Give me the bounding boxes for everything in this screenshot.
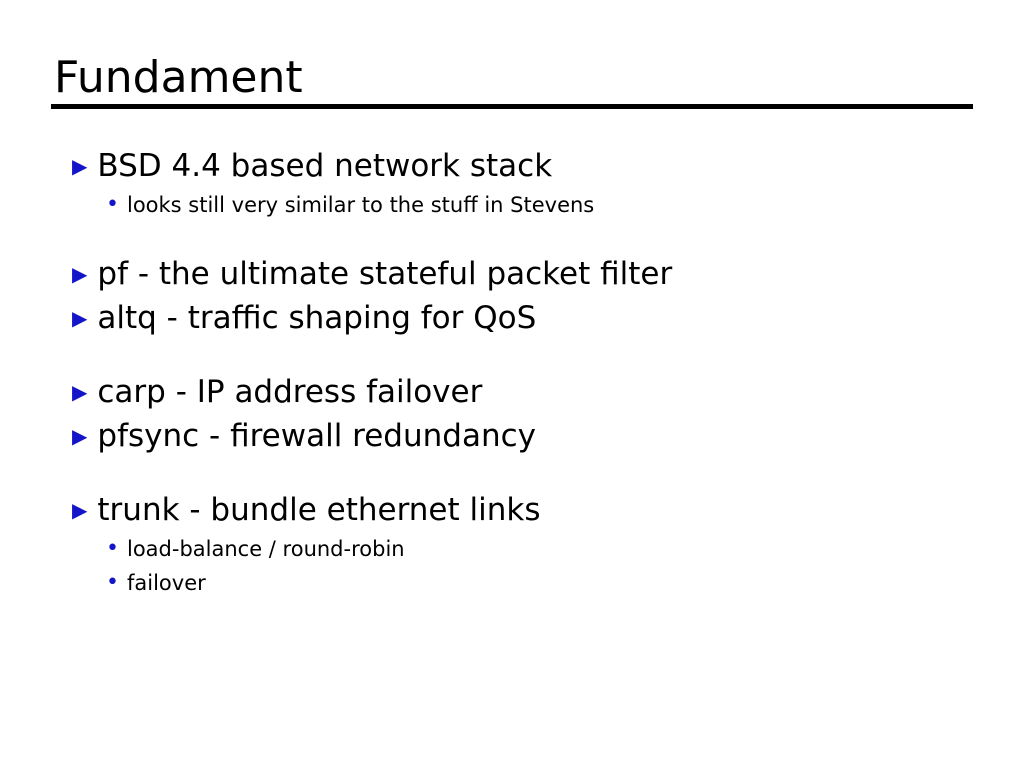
slide-content	[72, 144, 972, 600]
round-bullet-icon: •	[106, 570, 119, 595]
list-item	[72, 370, 972, 414]
list-item-label: altq - traffic shaping for QoS	[97, 300, 537, 336]
triangle-right-bullet-icon: ▶	[72, 154, 88, 178]
bullet-group-3	[72, 370, 972, 458]
list-item-label: trunk - bundle ethernet links	[97, 492, 541, 528]
group-spacer	[72, 340, 972, 370]
title-divider	[51, 104, 973, 109]
bullet-group-2	[72, 252, 972, 340]
list-item	[106, 188, 972, 222]
bullet-group-1	[72, 144, 972, 222]
list-item	[106, 566, 972, 600]
list-item	[72, 144, 972, 188]
list-item-label: looks still very similar to the stuff in Stevens	[126, 193, 595, 217]
group-spacer	[72, 222, 972, 252]
round-bullet-icon: •	[106, 192, 119, 217]
list-item	[106, 532, 972, 566]
group-spacer	[72, 458, 972, 488]
triangle-right-bullet-icon: ▶	[72, 262, 88, 286]
bullet-group-4	[72, 488, 972, 600]
list-item	[72, 296, 972, 340]
list-item-label: BSD 4.4 based network stack	[97, 148, 553, 184]
list-item-label: carp - IP address failover	[97, 374, 483, 410]
list-item-label: load-balance / round-robin	[126, 537, 405, 561]
triangle-right-bullet-icon: ▶	[72, 498, 88, 522]
list-item-label: failover	[126, 571, 206, 595]
list-item	[72, 488, 972, 532]
page-title: Fundament	[54, 52, 303, 103]
list-item-label: pf - the ultimate stateful packet filter	[97, 256, 673, 292]
list-item	[72, 414, 972, 458]
list-item	[72, 252, 972, 296]
triangle-right-bullet-icon: ▶	[72, 306, 88, 330]
triangle-right-bullet-icon: ▶	[72, 424, 88, 448]
triangle-right-bullet-icon: ▶	[72, 380, 88, 404]
round-bullet-icon: •	[106, 536, 119, 561]
list-item-label: pfsync - firewall redundancy	[97, 418, 536, 454]
